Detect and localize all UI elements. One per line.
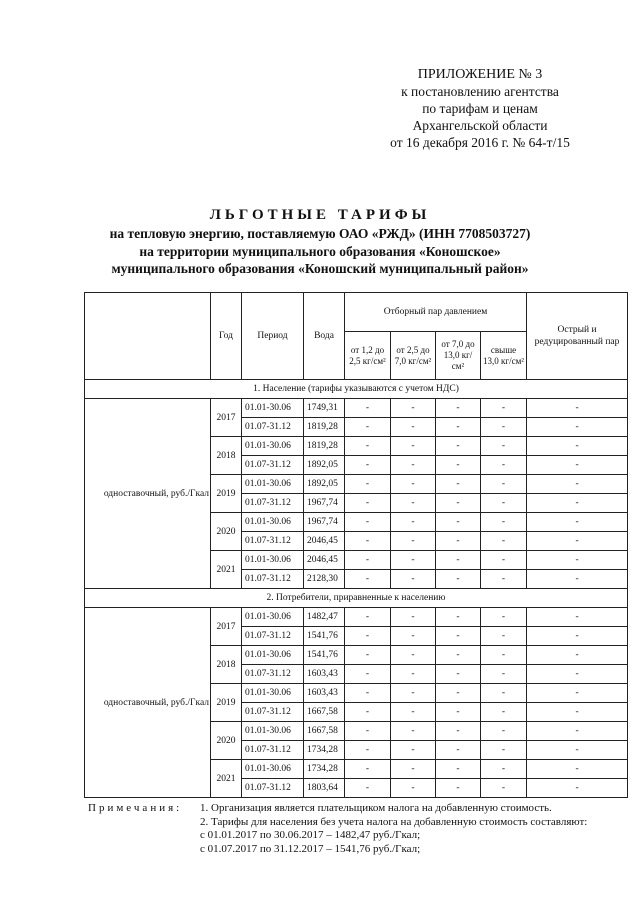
period-cell: 01.01-30.06 [242,437,304,456]
pressure-3-cell: - [436,475,481,494]
pressure-4-cell: - [481,475,527,494]
pressure-3-cell: - [436,418,481,437]
pressure-3-cell: - [436,494,481,513]
note-item-2: 2. Тарифы для населения без учета налога на добавленную стоимость составляют: [200,815,588,828]
period-cell: 01.01-30.06 [242,646,304,665]
year-cell: 2018 [211,437,242,475]
water-tariff-cell: 1667,58 [304,703,345,722]
pressure-1-cell: - [345,494,391,513]
sharp-steam-cell: - [527,570,628,589]
section-title: 1. Население (тарифы указываются с учетом НДС) [85,380,628,399]
sharp-steam-cell: - [527,513,628,532]
water-tariff-cell: 1667,58 [304,722,345,741]
pressure-2-cell: - [391,646,436,665]
water-tariff-cell: 1892,05 [304,456,345,475]
period-cell: 01.01-30.06 [242,513,304,532]
year-cell: 2019 [211,475,242,513]
pressure-3-cell: - [436,760,481,779]
sharp-steam-cell: - [527,646,628,665]
period-cell: 01.01-30.06 [242,475,304,494]
pressure-4-cell: - [481,646,527,665]
pressure-3-cell: - [436,779,481,798]
period-cell: 01.07-31.12 [242,418,304,437]
pressure-2-cell: - [391,532,436,551]
pressure-2-cell: - [391,779,436,798]
pressure-4-cell: - [481,760,527,779]
sharp-steam-cell: - [527,399,628,418]
pressure-1-cell: - [345,779,391,798]
header-year: Год [211,293,242,380]
period-cell: 01.07-31.12 [242,741,304,760]
water-tariff-cell: 1541,76 [304,646,345,665]
sharp-steam-cell: - [527,665,628,684]
appendix-title: ПРИЛОЖЕНИЕ № 3 [417,67,543,82]
sharp-steam-cell: - [527,779,628,798]
sharp-steam-cell: - [527,437,628,456]
sharp-steam-cell: - [527,456,628,475]
section-row [85,380,628,399]
water-tariff-cell: 1819,28 [304,437,345,456]
pressure-1-cell: - [345,741,391,760]
pressure-1-cell: - [345,608,391,627]
pressure-1-cell: - [345,703,391,722]
pressure-1-cell: - [345,399,391,418]
table-row [85,399,628,418]
pressure-2-cell: - [391,456,436,475]
pressure-1-cell: - [345,646,391,665]
water-tariff-cell: 2046,45 [304,551,345,570]
sharp-steam-cell: - [527,722,628,741]
pressure-1-cell: - [345,437,391,456]
water-tariff-cell: 1749,31 [304,399,345,418]
appendix-line-4: от 16 декабря 2016 г. № 64-т/15 [390,135,570,150]
period-cell: 01.01-30.06 [242,722,304,741]
pressure-2-cell: - [391,494,436,513]
sharp-steam-cell: - [527,532,628,551]
year-cell: 2020 [211,513,242,551]
heading-line-2: на территории муниципального образования «Коношское» [139,243,501,259]
header-sharp-steam: Острый и редуцированный пар [527,293,628,380]
water-tariff-cell: 1482,47 [304,608,345,627]
pressure-4-cell: - [481,456,527,475]
pressure-2-cell: - [391,437,436,456]
pressure-4-cell: - [481,532,527,551]
pressure-1-cell: - [345,456,391,475]
pressure-4-cell: - [481,684,527,703]
pressure-2-cell: - [391,741,436,760]
pressure-1-cell: - [345,513,391,532]
water-tariff-cell: 1734,28 [304,741,345,760]
pressure-4-cell: - [481,494,527,513]
note-item-1: 1. Организация является плательщиком налога на добавленную стоимость. [200,802,552,814]
sharp-steam-cell: - [527,741,628,760]
sharp-steam-cell: - [527,760,628,779]
pressure-2-cell: - [391,551,436,570]
pressure-1-cell: - [345,418,391,437]
pressure-3-cell: - [436,608,481,627]
period-cell: 01.07-31.12 [242,456,304,475]
period-cell: 01.01-30.06 [242,684,304,703]
header-pressure-2: от 2,5 до 7,0 кг/см² [391,332,436,380]
pressure-4-cell: - [481,437,527,456]
table-header [85,293,628,380]
pressure-4-cell: - [481,779,527,798]
sharp-steam-cell: - [527,627,628,646]
pressure-2-cell: - [391,684,436,703]
period-cell: 01.01-30.06 [242,608,304,627]
water-tariff-cell: 2046,45 [304,532,345,551]
sharp-steam-cell: - [527,475,628,494]
pressure-3-cell: - [436,551,481,570]
pressure-1-cell: - [345,570,391,589]
header-period: Период [242,293,304,380]
sharp-steam-cell: - [527,551,628,570]
appendix-line-3: Архангельской области [412,118,548,133]
period-cell: 01.07-31.12 [242,570,304,589]
pressure-4-cell: - [481,722,527,741]
table-body [85,380,628,798]
pressure-3-cell: - [436,532,481,551]
pressure-3-cell: - [436,399,481,418]
water-tariff-cell: 1603,43 [304,684,345,703]
appendix-line-1: к постановлению агентства [401,84,559,99]
notes-label: Примечания: [88,802,183,814]
pressure-1-cell: - [345,665,391,684]
pressure-4-cell: - [481,513,527,532]
period-cell: 01.01-30.06 [242,551,304,570]
sharp-steam-cell: - [527,703,628,722]
heading-line-1: на тепловую энергию, поставляемую ОАО «РЖД» (ИНН 7708503727) [109,226,531,241]
pressure-4-cell: - [481,551,527,570]
pressure-2-cell: - [391,513,436,532]
water-tariff-cell: 1892,05 [304,475,345,494]
header-pressure-4: свыше 13,0 кг/см² [481,332,527,380]
pressure-3-cell: - [436,627,481,646]
pressure-1-cell: - [345,684,391,703]
document-title: ЛЬГОТНЫЕ ТАРИФЫ [209,207,431,223]
pressure-3-cell: - [436,684,481,703]
section-title: 2. Потребители, приравненные к населению [85,589,628,608]
pressure-4-cell: - [481,741,527,760]
period-cell: 01.07-31.12 [242,494,304,513]
year-cell: 2019 [211,684,242,722]
tariff-unit: одноставочный, руб./Гкал [85,399,211,589]
period-cell: 01.07-31.12 [242,532,304,551]
heading-line-3: муниципального образования «Коношский муниципальный район» [111,261,529,276]
pressure-4-cell: - [481,570,527,589]
pressure-2-cell: - [391,665,436,684]
header-pressure-1: от 1,2 до 2,5 кг/см² [345,332,391,380]
pressure-4-cell: - [481,703,527,722]
pressure-1-cell: - [345,475,391,494]
tariff-table [84,292,628,798]
header-water: Вода [304,293,345,380]
pressure-1-cell: - [345,722,391,741]
year-cell: 2017 [211,608,242,646]
sharp-steam-cell: - [527,608,628,627]
water-tariff-cell: 1541,76 [304,627,345,646]
header-blank [85,293,211,380]
pressure-2-cell: - [391,760,436,779]
appendix-block [330,66,630,151]
period-cell: 01.01-30.06 [242,760,304,779]
year-cell: 2018 [211,646,242,684]
document-heading [0,206,640,278]
tariff-unit: одноставочный, руб./Гкал [85,608,211,798]
water-tariff-cell: 1603,43 [304,665,345,684]
pressure-2-cell: - [391,418,436,437]
pressure-3-cell: - [436,456,481,475]
water-tariff-cell: 2128,30 [304,570,345,589]
pressure-3-cell: - [436,665,481,684]
water-tariff-cell: 1967,74 [304,513,345,532]
pressure-1-cell: - [345,627,391,646]
appendix-line-2: по тарифам и ценам [422,101,538,116]
pressure-1-cell: - [345,760,391,779]
pressure-3-cell: - [436,437,481,456]
year-cell: 2021 [211,551,242,589]
notes-items [200,802,628,856]
year-cell: 2017 [211,399,242,437]
pressure-4-cell: - [481,627,527,646]
period-cell: 01.07-31.12 [242,627,304,646]
pressure-4-cell: - [481,418,527,437]
water-tariff-cell: 1734,28 [304,760,345,779]
water-tariff-cell: 1819,28 [304,418,345,437]
pressure-3-cell: - [436,646,481,665]
pressure-2-cell: - [391,722,436,741]
sharp-steam-cell: - [527,494,628,513]
pressure-4-cell: - [481,608,527,627]
note-item-4: с 01.07.2017 по 31.12.2017 – 1541,76 руб./Гкал; [200,842,421,855]
pressure-3-cell: - [436,741,481,760]
section-row [85,589,628,608]
water-tariff-cell: 1967,74 [304,494,345,513]
pressure-2-cell: - [391,570,436,589]
pressure-2-cell: - [391,475,436,494]
pressure-3-cell: - [436,513,481,532]
pressure-2-cell: - [391,399,436,418]
pressure-1-cell: - [345,551,391,570]
pressure-3-cell: - [436,703,481,722]
pressure-2-cell: - [391,703,436,722]
pressure-3-cell: - [436,722,481,741]
sharp-steam-cell: - [527,684,628,703]
period-cell: 01.07-31.12 [242,665,304,684]
pressure-1-cell: - [345,532,391,551]
note-item-3: с 01.01.2017 по 30.06.2017 – 1482,47 руб./Гкал; [200,829,421,842]
header-selected-steam: Отборный пар давлением [345,293,527,332]
pressure-3-cell: - [436,570,481,589]
sharp-steam-cell: - [527,418,628,437]
water-tariff-cell: 1803,64 [304,779,345,798]
pressure-4-cell: - [481,665,527,684]
year-cell: 2020 [211,722,242,760]
table-row [85,608,628,627]
pressure-2-cell: - [391,608,436,627]
pressure-4-cell: - [481,399,527,418]
period-cell: 01.07-31.12 [242,779,304,798]
period-cell: 01.07-31.12 [242,703,304,722]
period-cell: 01.01-30.06 [242,399,304,418]
year-cell: 2021 [211,760,242,798]
header-pressure-3: от 7,0 до 13,0 кг/см² [436,332,481,380]
pressure-2-cell: - [391,627,436,646]
